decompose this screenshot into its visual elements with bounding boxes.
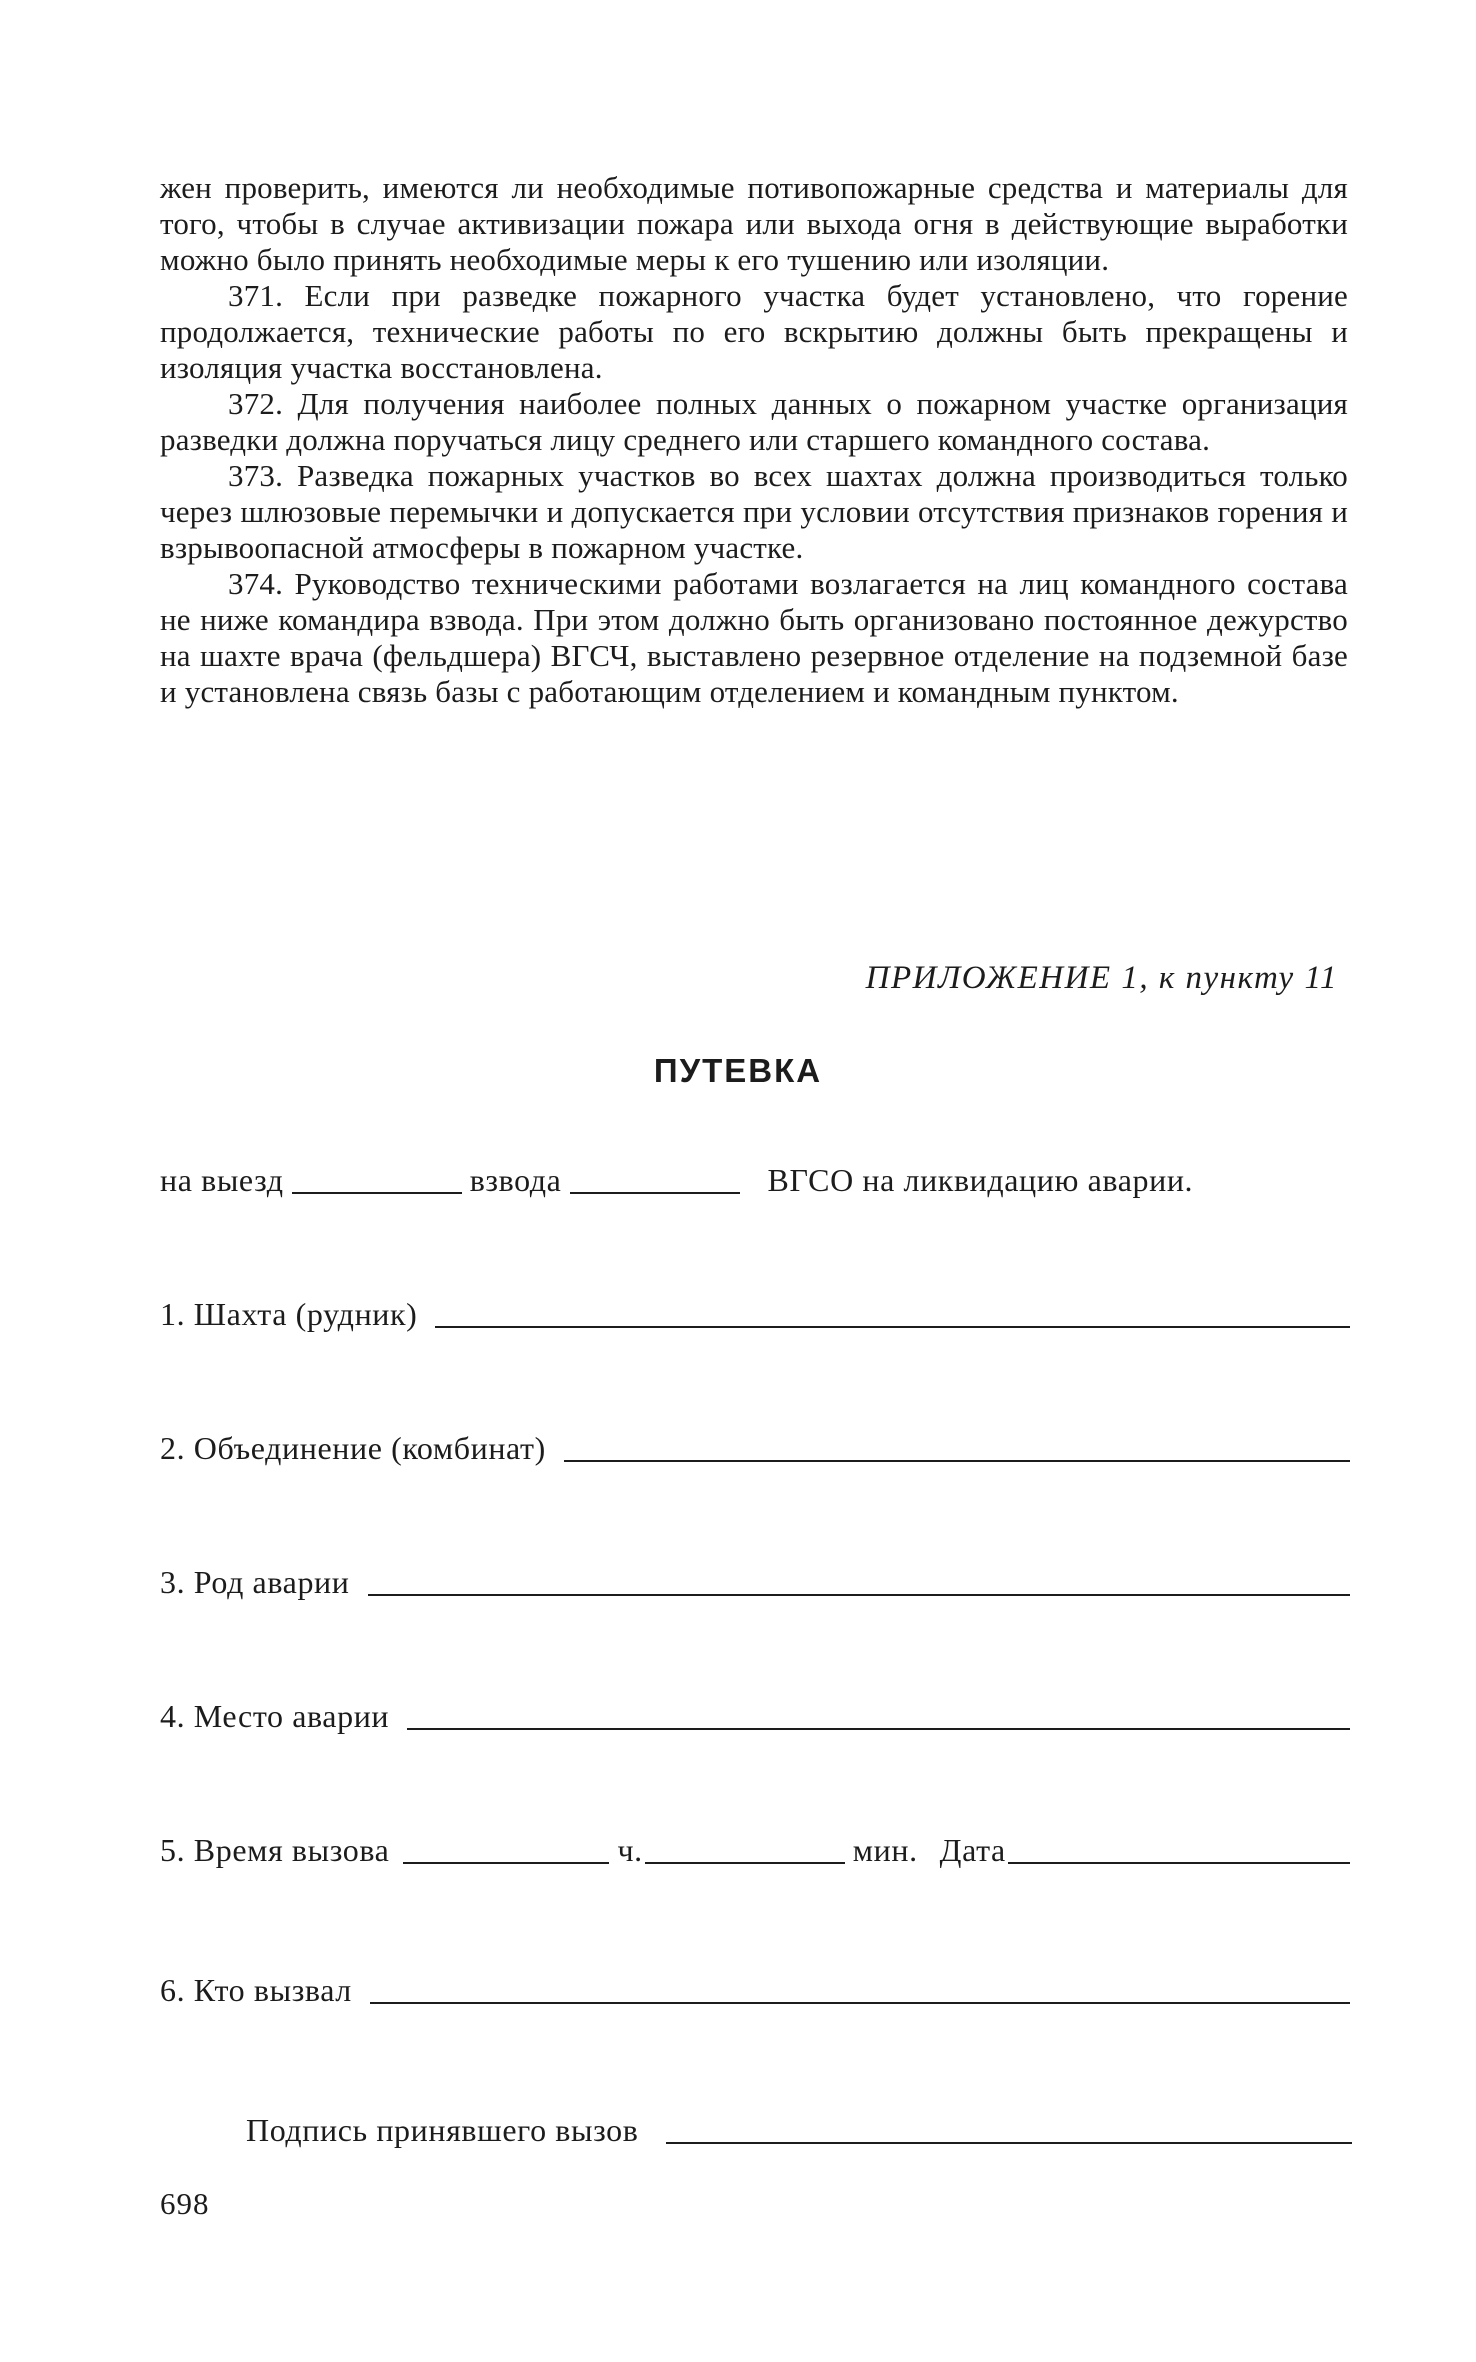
form-intro-line	[160, 1160, 1350, 1200]
body-text	[160, 170, 1348, 710]
paragraph-continuation: жен проверить, имеются ли необходимые потивопожарные средства и материалы для того, чтобы в случае активизации пожара или выхода огня в действующие выработки можно было принять необходимые меры к его тушению или изоляции.	[160, 170, 1348, 277]
date-label: Дата	[939, 1832, 1006, 1868]
field-label-accident-location: 4. Место аварии	[160, 1698, 390, 1734]
paragraph-371: 371. Если при разведке пожарного участка будет установлено, что горение продолжается, технические работы по его вскрытию должны быть прекращены и изоляция участка восстановлена.	[160, 278, 1348, 385]
field-blank-date	[1008, 1832, 1350, 1864]
appendix-heading: ПРИЛОЖЕНИЕ 1, к пункту 11	[865, 960, 1338, 996]
platoon-name-blank	[570, 1162, 740, 1194]
form-field-caller	[160, 1970, 1350, 2010]
minutes-unit: мин.	[852, 1832, 918, 1868]
field-blank-mine	[435, 1296, 1350, 1328]
signature-label: Подпись принявшего вызов	[246, 2112, 639, 2148]
page-number: 698	[160, 2186, 210, 2221]
field-label-call-time: 5. Время вызова	[160, 1832, 390, 1868]
intro-text-part1: на выезд	[160, 1162, 284, 1198]
field-blank-accident-type	[368, 1564, 1350, 1596]
intro-text-part2: взвода	[469, 1162, 562, 1198]
form-signature-line	[246, 2110, 1352, 2150]
form-field-association	[160, 1428, 1350, 1468]
platoon-number-blank	[292, 1162, 462, 1194]
field-blank-association	[564, 1430, 1350, 1462]
paragraph-373: 373. Разведка пожарных участков во всех шахтах должна производиться только через шлюзовые перемычки и допускается при условии отсутствия признаков горения и взрывоопасной атмосферы в пожарном участке.	[160, 458, 1348, 565]
field-blank-minutes	[645, 1832, 845, 1864]
paragraph-374: 374. Руководство техническими работами возлагается на лиц командного состава не ниже командира взвода. При этом должно быть организовано постоянное дежурство на шахте врача (фельдшера) ВГСЧ, выставлено резервное отделение на подземной базе и установлена связь базы с работающим отделением и командным пунктом.	[160, 566, 1348, 709]
form-field-accident-location	[160, 1696, 1350, 1736]
field-blank-caller	[370, 1972, 1350, 2004]
field-blank-hours	[403, 1832, 609, 1864]
field-label-mine: 1. Шахта (рудник)	[160, 1296, 418, 1332]
field-blank-signature	[666, 2112, 1352, 2144]
field-label-accident-type: 3. Род аварии	[160, 1564, 350, 1600]
form-field-call-time	[160, 1830, 1350, 1870]
form-field-mine	[160, 1294, 1350, 1334]
field-blank-accident-location	[407, 1698, 1350, 1730]
form-title: ПУТЕВКА	[653, 1052, 823, 1089]
form-field-accident-type	[160, 1562, 1350, 1602]
field-label-association: 2. Объединение (комбинат)	[160, 1430, 546, 1466]
paragraph-372: 372. Для получения наиболее полных данных о пожарном участке организация разведки должна поручаться лицу среднего или старшего командного состава.	[160, 386, 1348, 457]
intro-text-part3: ВГСО на ликвидацию аварии.	[767, 1162, 1194, 1198]
hours-unit: ч.	[617, 1832, 643, 1868]
field-label-caller: 6. Кто вызвал	[160, 1972, 352, 2008]
